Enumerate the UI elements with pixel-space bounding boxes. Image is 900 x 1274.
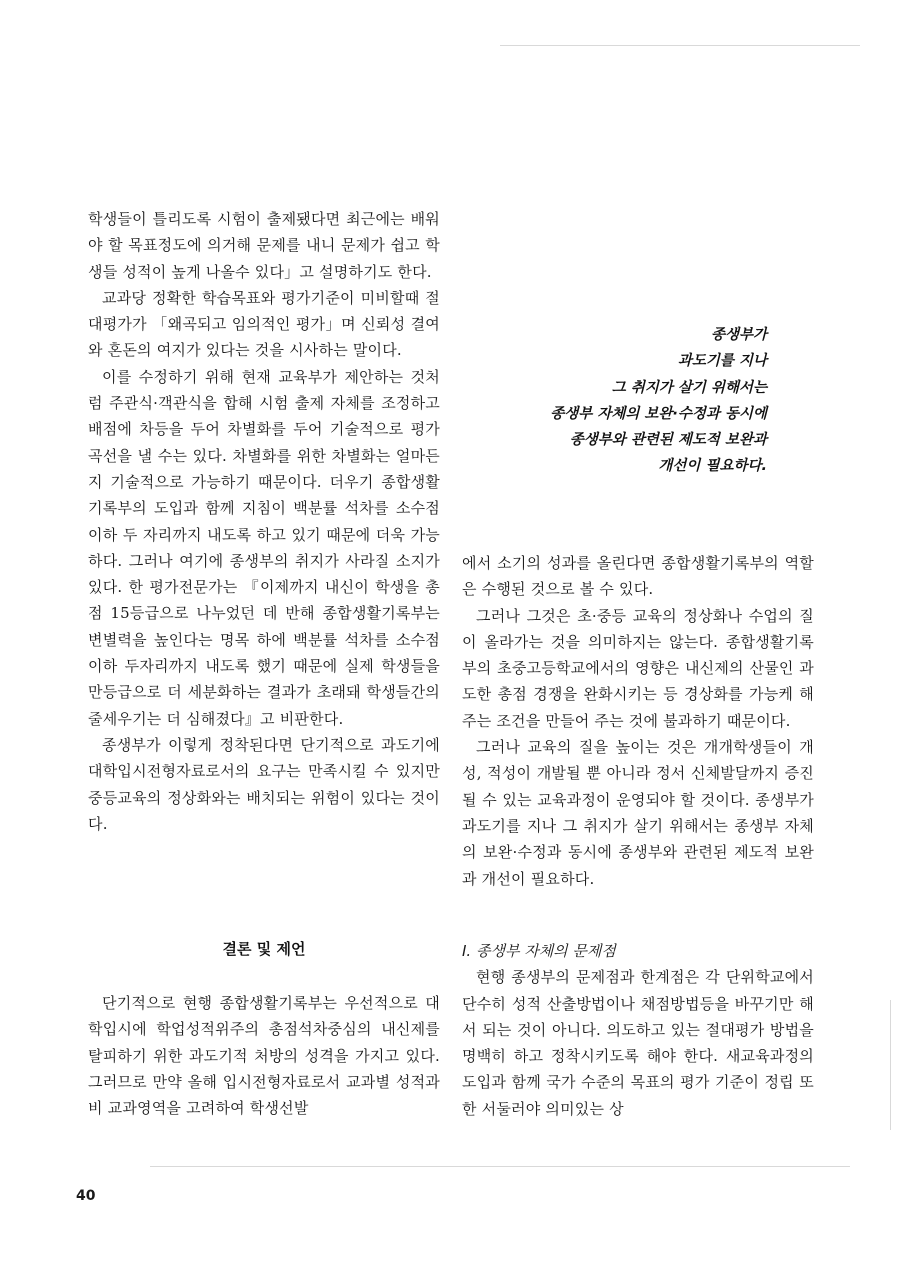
page-number: 40: [76, 1188, 96, 1204]
right-paragraph-3: 그러나 교육의 질을 높이는 것은 개개학생들이 개성, 적성이 개발될 뿐 아니라 정서 신체발달까지 증진될 수 있는 교육과정이 운영되야 할 것이다. 종생부가 과도기를 지나 그 취지가 살기 위해서는 종생부 자체의 보완·수정과 동시에 종생부와 관련된 제도적 보완과 개선이 필요하다.: [462, 738, 814, 888]
right-column: [462, 550, 814, 892]
subsection-paragraph: 현행 종생부의 문제점과 한계점은 각 단위학교에서 단수히 성적 산출방법이나 채점방법등을 바꾸기만 해서 되는 것이 아니다. 의도하고 있는 절대평가 방법을 명백히 하고 정착시키도록 해야 한다. 새교육과정의 도입과 함께 국가 수준의 목표의 평가 기준이 정립 또한 서둘러야 의미있는 상: [462, 968, 814, 1118]
left-paragraph-1: 학생들이 틀리도록 시험이 출제됐다면 최근에는 배워야 할 목표정도에 의거해 문제를 내니 문제가 쉽고 학생들 성적이 높게 나올수 있다」고 설명하기도 한다.: [88, 210, 440, 281]
right-column-lower: [462, 938, 814, 1122]
pull-quote-line: 종생부 자체의 보완·수정과 동시에: [550, 405, 767, 422]
scan-artifact-bottom: [150, 1166, 850, 1167]
section-title: 결론 및 제언: [222, 940, 306, 958]
pull-quote-line: 종생부가: [710, 327, 767, 343]
pull-quote-line: 그 취지가 살기 위해서는: [611, 379, 767, 396]
right-paragraph-1: 에서 소기의 성과를 올린다면 종합생활기록부의 역할은 수행된 것으로 볼 수 있다.: [462, 554, 814, 599]
pull-quote-line: 종생부와 관련된 제도적 보완과: [569, 432, 767, 449]
subsection-heading: I. 종생부 자체의 문제점: [462, 942, 616, 960]
left-paragraph-2: 교과당 정확한 학습목표와 평가기준이 미비할때 절대평가가 「왜곡되고 임의적인 평가」며 신뢰성 결여와 혼돈의 여지가 있다는 것을 시사하는 말이다.: [88, 288, 440, 360]
scan-artifact-top: [500, 45, 860, 46]
conclusion-paragraph: 단기적으로 현행 종합생활기록부는 우선적으로 대학입시에 학업성적위주의 총점석차중심의 내신제를 탈피하기 위한 과도기적 처방의 성격을 가지고 있다. 그러므로 만약 올해 입시전형자료로서 교과별 성적과 비 교과영역을 고려하여 학생선발: [88, 994, 440, 1118]
left-column: [88, 206, 440, 837]
pull-quote-line: 개선이 필요하다.: [658, 458, 767, 475]
pull-quote-line: 과도기를 지나: [677, 353, 767, 370]
scan-artifact-right-edge: [890, 1000, 891, 1130]
right-paragraph-2: 그러나 그것은 초·중등 교육의 정상화나 수업의 질이 올라가는 것을 의미하지는 않는다. 종합생활기록부의 초중고등학교에서의 영향은 내신제의 산물인 과도한 총점 경쟁을 완화시키는 등 경상화를 가능케 해주는 조건을 만들어 주는 것에 불과하기 때문이다.: [462, 606, 814, 730]
left-column-conclusion: [88, 990, 440, 1121]
pull-quote: [437, 322, 767, 480]
left-paragraph-4: 종생부가 이렇게 정착된다면 단기적으로 과도기에 대학입시전형자료로서의 요구는 만족시킬 수 있지만 중등교육의 정상화와는 배치되는 위험이 있다는 것이다.: [88, 735, 440, 833]
left-paragraph-3: 이를 수정하기 위해 현재 교육부가 제안하는 것처럼 주관식·객관식을 합해 시험 출제 자체를 조정하고 배점에 차등을 두어 차별화를 두어 기술적으로 평가곡선을 낼 수는 있다. 차별화를 위한 차별화는 얼마든지 기술적으로 가능하기 때문이다. 더우기 종합생활기록부의 도입과 함께 지침이 백분률 석차를 소수점 이하 두 자리까지 내도록 하고 있기 때문에 더욱 가능하다. 그러나 여기에 종생부의 취지가 사라질 소지가 있다. 한 평가전문가는 『이제까지 내신이 학생을 총점 15등급으로 나누었던 데 반해 종합생활기록부는 변별력을 높인다는 명목 하에 백분률 석차를 소수점 이하 두자리까지 내도록 했기 때문에 실제 학생들을 만등급으로 더 세분화하는 결과가 초래돼 학생들간의 줄세우기는 더 심해졌다』고 비판한다.: [88, 367, 440, 728]
